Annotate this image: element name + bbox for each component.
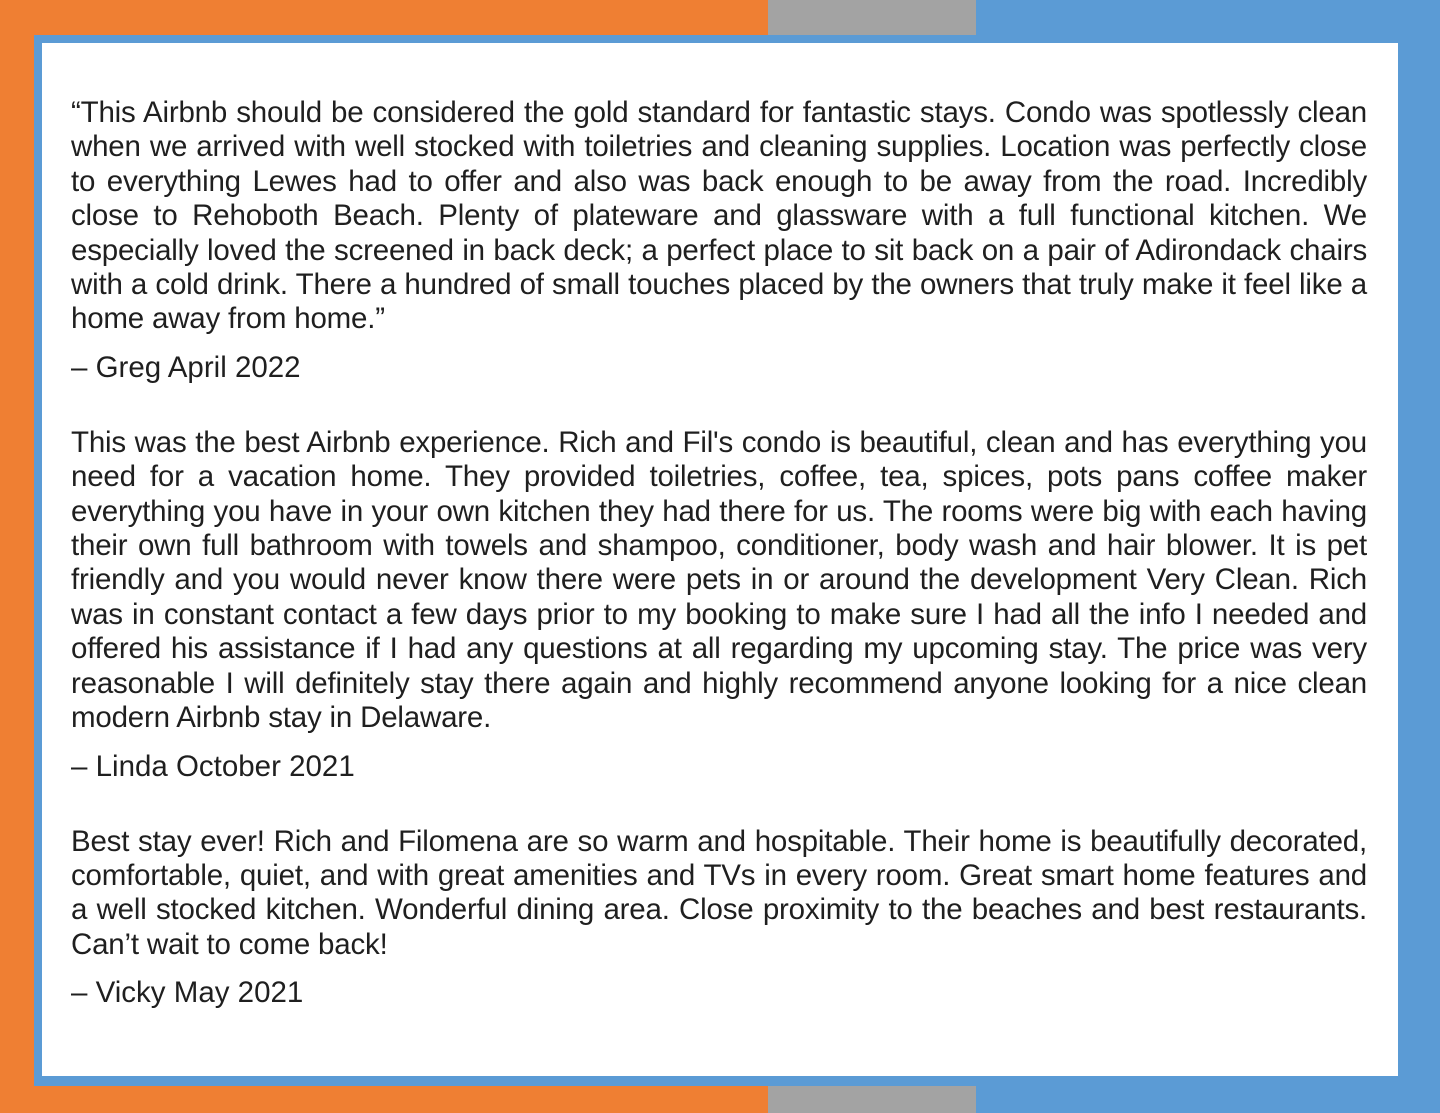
review-text: This was the best Airbnb experience. Rich and Fil's condo is beautiful, clean and has everything you need for a vacation home. They provided toiletries, coffee, tea, spices, pots pans coffee maker everything you have in your own kitchen they had there for us. The rooms were big with each having their own full bathroom with towels and shampoo, conditioner, body wash and hair blower. It is pet friendly and you would never know there were pets in or around the development Very Clean. Rich was in constant contact a few days prior to my booking to make sure I had all the info I needed and offered his assistance if I had any questions at all regarding my upcoming stay. The price was very reasonable I will definitely stay there again and highly recommend anyone looking for a nice clean modern Airbnb stay in Delaware. [71, 425, 1367, 735]
review-text: Best stay ever! Rich and Filomena are so warm and hospitable. Their home is beautifully decorated, comfortable, quiet, and with great amenities and TVs in every room. Great smart home features and a well stocked kitchen. Wonderful dining area. Close proximity to the beaches and best restaurants. Can’t wait to come back! [71, 824, 1367, 961]
review-author: – Linda October 2021 [71, 749, 355, 783]
review-author: – Greg April 2022 [71, 350, 301, 384]
review-item [71, 825, 1367, 1012]
review-item [71, 96, 1367, 386]
review-author: – Vicky May 2021 [71, 976, 304, 1010]
reviews-list [71, 96, 1367, 1011]
review-item [71, 426, 1367, 785]
review-text: “This Airbnb should be considered the gold standard for fantastic stays. Condo was spotlessly clean when we arrived with well stocked with toiletries and cleaning supplies. Location was perfectly close to everything Lewes had to offer and also was back enough to be away from the road. Incredibly close to Rehoboth Beach. Plenty of plateware and glassware with a full functional kitchen. We especially loved the screened in back deck; a perfect place to sit back on a pair of Adirondack chairs with a cold drink. There a hundred of small touches placed by the owners that truly make it feel like a home away from home.” [71, 96, 1367, 336]
